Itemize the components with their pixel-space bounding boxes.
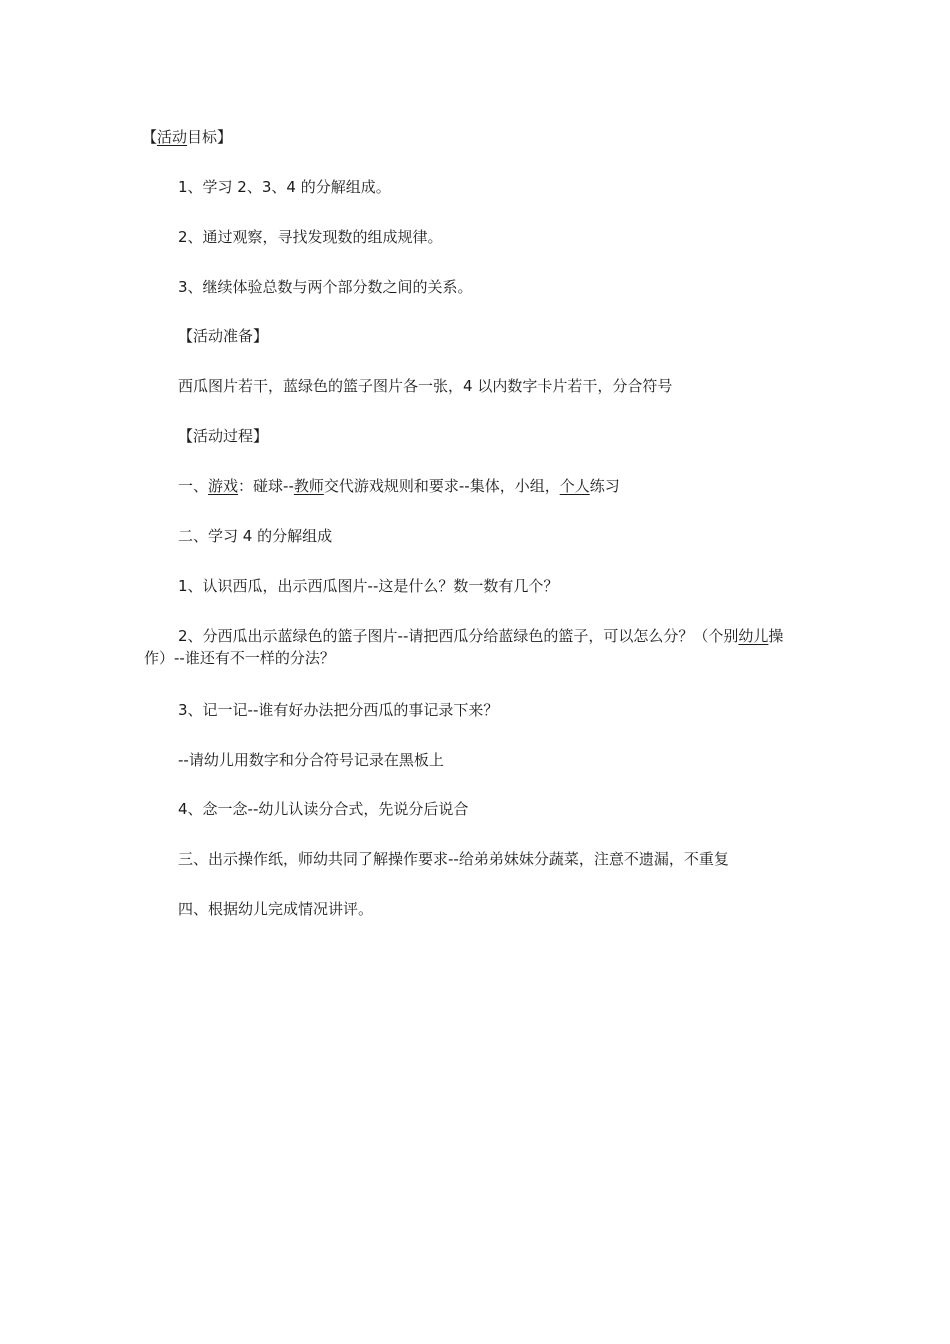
step-1-suffix: 练习 [589, 477, 620, 495]
goal-item-3: 3、继续体验总数与两个部分数之间的关系。 [178, 278, 473, 296]
step-1-mid-2: 交代游戏规则和要求--集体，小组， [323, 477, 560, 495]
step-2-2 [144, 625, 816, 669]
process-heading: 【活动过程】 [178, 427, 269, 445]
individual-link[interactable]: 个人 [559, 477, 590, 495]
step-4: 四、根据幼儿完成情况讲评。 [178, 900, 374, 918]
step-2: 二、学习 4 的分解组成 [178, 527, 333, 545]
goal-heading-rest: 目标】 [187, 128, 233, 146]
teacher-link[interactable]: 教师 [293, 477, 324, 495]
step-1-mid-1: ：碰球-- [238, 477, 294, 495]
goal-item-1: 1、学习 2、3、4 的分解组成。 [178, 178, 391, 196]
step-1 [178, 475, 620, 497]
goal-item-2: 2、通过观察，寻找发现数的组成规律。 [178, 228, 443, 246]
step-2-3-note: --请幼儿用数字和分合符号记录在黑板上 [178, 751, 444, 769]
activity-link[interactable]: 活动 [157, 128, 188, 146]
step-3: 三、出示操作纸，师幼共同了解操作要求--给弟弟妹妹分蔬菜，注意不遗漏，不重复 [178, 850, 729, 868]
goal-heading [142, 126, 232, 148]
step-2-2-part-2: 操作）--谁还有不一样的分法？ [144, 627, 784, 667]
step-1-prefix: 一、 [178, 477, 209, 495]
step-2-4: 4、念一念--幼儿认读分合式，先说分后说合 [178, 800, 469, 818]
goal-heading-open: 【 [142, 128, 158, 146]
child-link[interactable]: 幼儿 [738, 627, 769, 645]
step-2-3: 3、记一记--谁有好办法把分西瓜的事记录下来？ [178, 701, 499, 719]
prep-text: 西瓜图片若干，蓝绿色的篮子图片各一张，4 以内数字卡片若干，分合符号 [178, 377, 673, 395]
prep-heading: 【活动准备】 [178, 327, 269, 345]
game-link[interactable]: 游戏 [208, 477, 239, 495]
step-2-2-part-1: 2、分西瓜出示蓝绿色的篮子图片--请把西瓜分给蓝绿色的篮子，可以怎么分？（个别 [178, 627, 739, 645]
step-2-1: 1、认识西瓜，出示西瓜图片--这是什么？数一数有几个？ [178, 577, 559, 595]
